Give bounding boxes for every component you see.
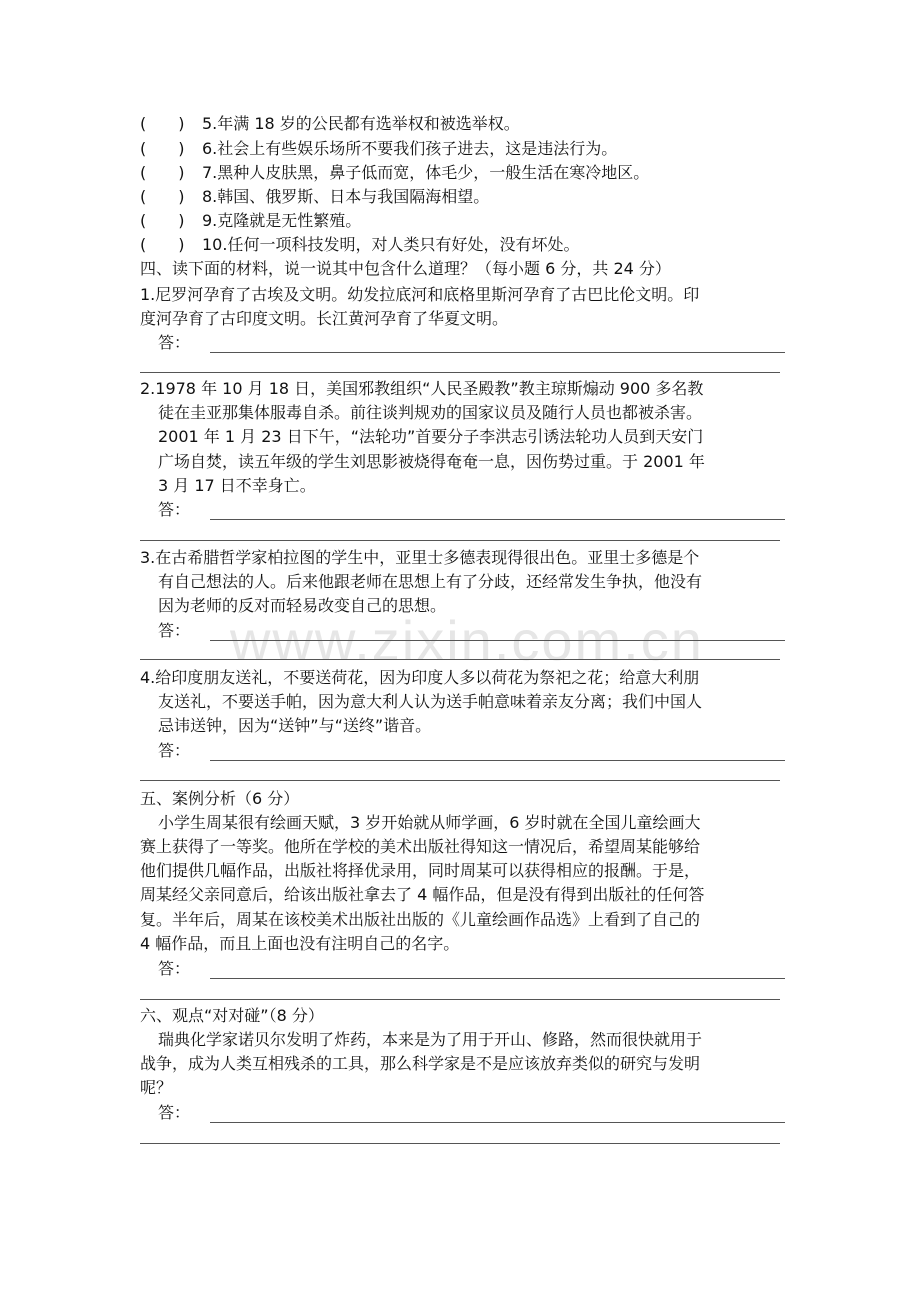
- question-line: 1.尼罗河孕育了古埃及文明。幼发拉底河和底格里斯河孕育了古巴比伦文明。印: [140, 285, 700, 304]
- answer-row: [140, 619, 785, 643]
- answer-line[interactable]: [140, 1143, 780, 1144]
- case-line: 周某经父亲同意后，给该出版社拿去了 4 幅作品，但是没有得到出版社的任何答: [140, 885, 705, 904]
- answer-row: [140, 331, 785, 355]
- case-line: 赛上获得了一等奖。他所在学校的美术出版社得知这一情况后，希望周某能够给: [140, 837, 701, 856]
- tf-item: [140, 112, 785, 136]
- answer-line[interactable]: [210, 962, 785, 979]
- tf-text: 6.社会上有些娱乐场所不要我们孩子进去，这是违法行为。: [202, 139, 618, 158]
- section-heading: 六、观点“对对碰”（8 分）: [140, 1006, 324, 1025]
- answer-paren[interactable]: ( ): [140, 235, 185, 254]
- answer-line[interactable]: [210, 336, 785, 353]
- tf-text: 9.克隆就是无性繁殖。: [202, 211, 362, 230]
- viewpoint-line: 瑞典化学家诺贝尔发明了炸药，本来是为了用于开山、修路，然而很快就用于: [158, 1030, 703, 1049]
- question-line: 因为老师的反对而轻易改变自己的思想。: [158, 596, 447, 615]
- question-line: 2.1978 年 10 月 18 日，美国邪教组织“人民圣殿教”教主琼斯煽动 900 多名教: [140, 379, 704, 398]
- section-heading: 五、案例分析（6 分）: [140, 789, 300, 808]
- answer-label: 答：: [158, 1103, 191, 1122]
- watermark: www.zixin.com.cn: [230, 609, 704, 672]
- answer-line[interactable]: [140, 540, 780, 541]
- tf-text: 5.年满 18 岁的公民都有选举权和被选举权。: [202, 114, 520, 133]
- answer-paren[interactable]: ( ): [140, 187, 185, 206]
- answer-label: 答：: [158, 741, 191, 760]
- question-line: 徒在圭亚那集体服毒自杀。前往谈判规劝的国家议员及随行人员也都被杀害。: [158, 403, 703, 422]
- tf-text: 10.任何一项科技发明，对人类只有好处，没有坏处。: [202, 235, 580, 254]
- answer-line[interactable]: [210, 744, 785, 761]
- answer-paren[interactable]: ( ): [140, 163, 185, 182]
- answer-label: 答：: [158, 959, 191, 978]
- answer-label: 答：: [158, 621, 191, 640]
- case-line: 4 幅作品，而且上面也没有注明自己的名字。: [140, 934, 460, 953]
- question-line: 友送礼，不要送手帕，因为意大利人认为送手帕意味着亲友分离；我们中国人: [158, 692, 703, 711]
- answer-line[interactable]: [210, 624, 785, 641]
- question-line: 广场自焚，读五年级的学生刘思影被烧得奄奄一息，因伤势过重。于 2001 年: [158, 452, 705, 471]
- answer-row: [140, 957, 785, 981]
- answer-paren[interactable]: ( ): [140, 211, 185, 230]
- tf-item: [140, 209, 785, 233]
- answer-line[interactable]: [140, 372, 780, 373]
- answer-line[interactable]: [140, 780, 780, 781]
- question-line: 3 月 17 日不幸身亡。: [158, 476, 316, 495]
- section-heading: 四、读下面的材料，说一说其中包含什么道理？（每小题 6 分，共 24 分）: [140, 259, 671, 278]
- answer-row: [140, 1101, 785, 1125]
- tf-item: [140, 185, 785, 209]
- tf-text: 8.韩国、俄罗斯、日本与我国隔海相望。: [202, 187, 490, 206]
- question-line: 忌讳送钟，因为“送钟”与“送终”谐音。: [158, 716, 432, 735]
- viewpoint-line: 呢？: [140, 1078, 173, 1097]
- case-line: 他们提供几幅作品，出版社将择优录用，同时周某可以获得相应的报酬。于是，: [140, 861, 701, 880]
- tf-item: [140, 233, 785, 257]
- question-line: 有自己想法的人。后来他跟老师在思想上有了分歧，还经常发生争执，他没有: [158, 572, 703, 591]
- question-line: 2001 年 1 月 23 日下午，“法轮功”首要分子李洪志引诱法轮功人员到天安门: [158, 427, 704, 446]
- viewpoint-line: 战争，成为人类互相残杀的工具，那么科学家是不是应该放弃类似的研究与发明: [140, 1054, 701, 1073]
- answer-line[interactable]: [210, 1106, 785, 1123]
- answer-row: [140, 498, 785, 522]
- answer-row: [140, 739, 785, 763]
- question-line: 度河孕育了古印度文明。长江黄河孕育了华夏文明。: [140, 309, 509, 328]
- question-line: 3.在古希腊哲学家柏拉图的学生中，亚里士多德表现得很出色。亚里士多德是个: [140, 548, 700, 567]
- tf-text: 7.黑种人皮肤黑，鼻子低而宽，体毛少，一般生活在寒冷地区。: [202, 163, 650, 182]
- answer-label: 答：: [158, 333, 191, 352]
- case-line: 小学生周某很有绘画天赋，3 岁开始就从师学画，6 岁时就在全国儿童绘画大: [158, 813, 701, 832]
- tf-item: [140, 161, 785, 185]
- question-line: 4.给印度朋友送礼，不要送荷花，因为印度人多以荷花为祭祀之花；给意大利朋: [140, 668, 700, 687]
- answer-paren[interactable]: ( ): [140, 114, 185, 133]
- answer-paren[interactable]: ( ): [140, 139, 185, 158]
- answer-line[interactable]: [140, 999, 780, 1000]
- answer-label: 答：: [158, 500, 191, 519]
- tf-item: [140, 137, 785, 161]
- case-line: 复。半年后，周某在该校美术出版社出版的《儿童绘画作品选》上看到了自己的: [140, 910, 701, 929]
- answer-line[interactable]: [210, 503, 785, 520]
- answer-line[interactable]: [140, 659, 780, 660]
